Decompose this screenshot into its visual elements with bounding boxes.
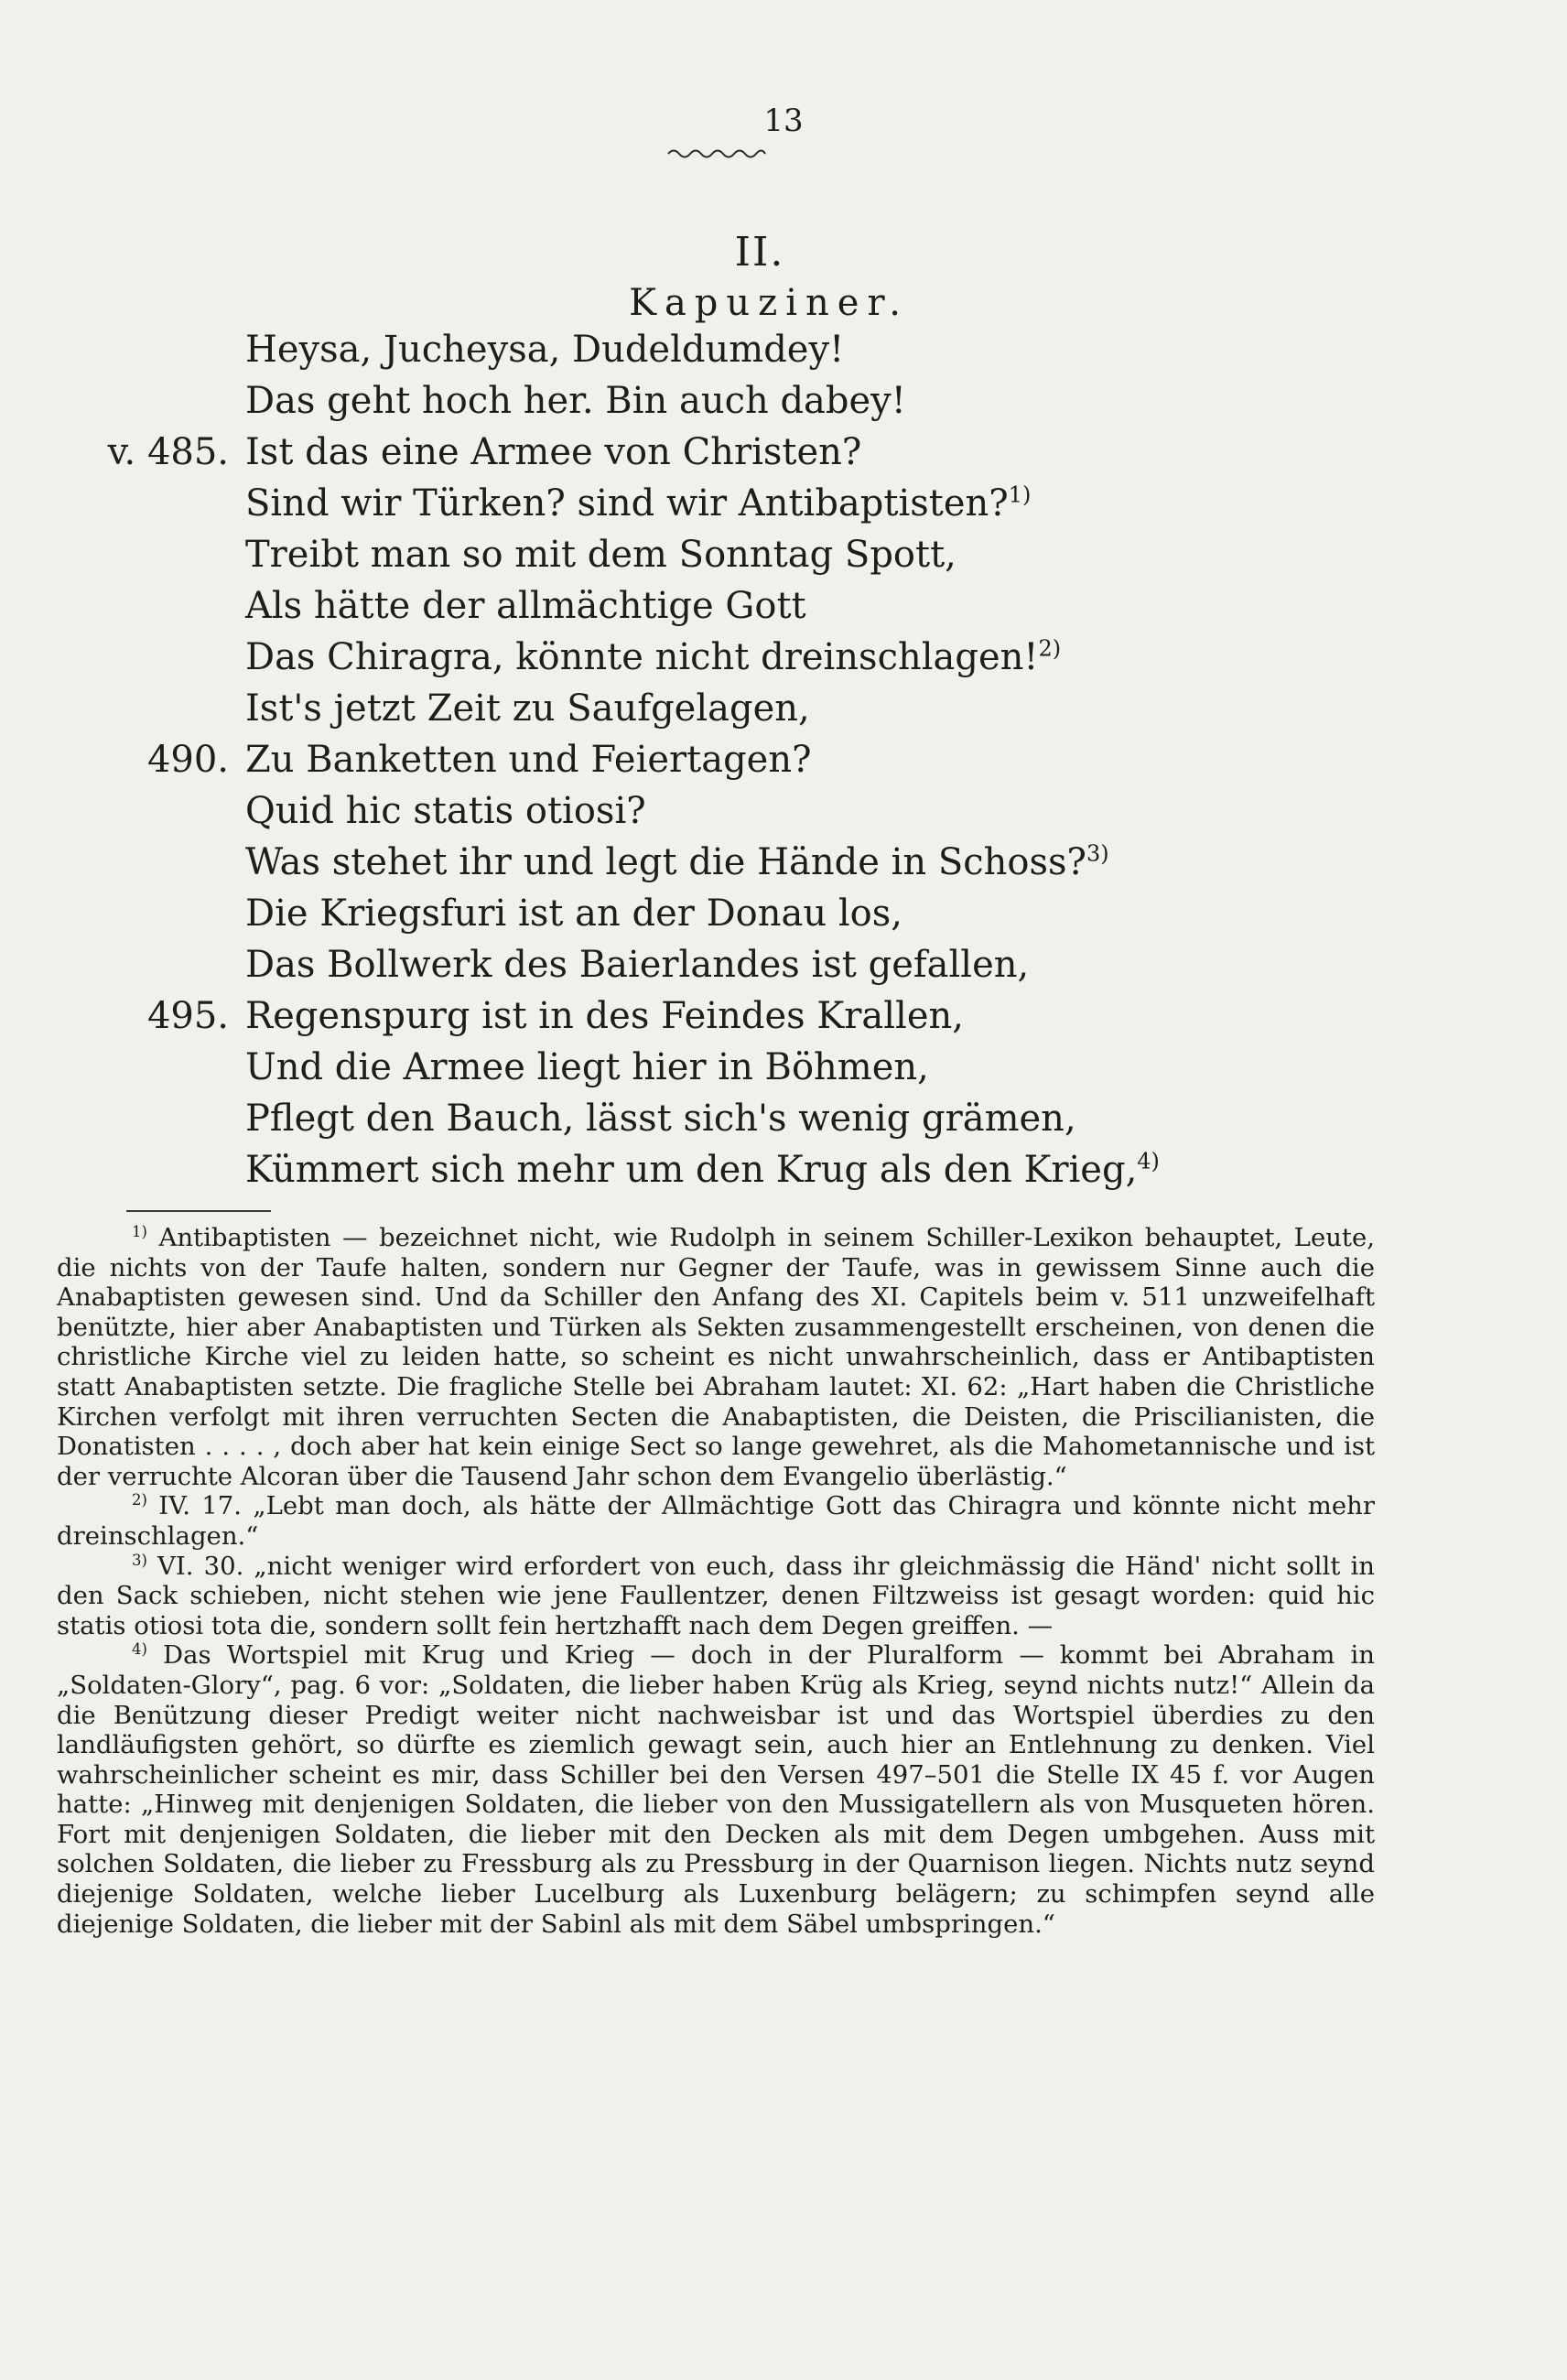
verse-text: Zu Banketten und Feiertagen?	[245, 739, 812, 781]
footnote-mark: 1)	[132, 1222, 147, 1240]
footnote-ref: 1)	[1008, 481, 1032, 508]
footnote-ref: 2)	[1038, 635, 1062, 662]
footnote-ref: 3)	[1086, 840, 1109, 867]
footnote-mark: 3)	[132, 1551, 147, 1569]
verse-text: Das Chiragra, könnte nicht dreinschlagen!	[245, 636, 1039, 678]
verse-text: Ist das eine Armee von Christen?	[245, 431, 862, 473]
footnote-text: VI. 30. „nicht weniger wird erfordert von euch, dass ihr gleichmässig die Händ' nicht sollt in den Sack schieben, nicht stehen wie jene Faullentzer, denen Filtzweiss ist gesagt worden: quid hic statis otiosi tota die, sondern sollt fein hertzhafft nach dem Degen greiffen. —	[57, 1551, 1375, 1640]
verse-text: Und die Armee liegt hier in Böhmen,	[245, 1046, 929, 1088]
verse-text: Als hätte der allmächtige Gott	[245, 585, 806, 627]
footnote-3	[57, 1552, 1375, 1641]
verse-text: Die Kriegsfuri ist an der Donau los,	[245, 892, 902, 935]
verse-text: Ist's jetzt Zeit zu Saufgelagen,	[245, 687, 810, 730]
page-number: 13	[763, 103, 804, 139]
verse-number: 490.	[146, 739, 229, 781]
verse-text: Das geht hoch her. Bin auch dabey!	[245, 380, 906, 422]
footnote-mark: 4)	[132, 1640, 147, 1659]
verse-text: Pflegt den Bauch, lässt sich's wenig grämen,	[245, 1098, 1076, 1140]
speaker-heading: Kapuziner.	[629, 282, 909, 324]
ornament-rule	[666, 145, 767, 163]
footnote-separator	[126, 1210, 271, 1212]
verse-text: Das Bollwerk des Baierlandes ist gefallen,	[245, 944, 1030, 986]
footnote-2	[57, 1491, 1375, 1551]
verse-text: Regenspurg ist in des Feindes Krallen,	[245, 995, 964, 1037]
verse-text: Heysa, Jucheysa, Dudeldumdey!	[245, 329, 845, 371]
footnote-text: IV. 17. „Lebt man doch, als hätte der Allmächtige Gott das Chiragra und könnte nicht mehr dreinschlagen.“	[57, 1491, 1375, 1551]
verse-text: Sind wir Türken? sind wir Antibaptisten?	[245, 482, 1009, 525]
verse-text: Was stehet ihr und legt die Hände in Schoss?	[245, 841, 1087, 883]
footnote-mark: 2)	[132, 1491, 147, 1509]
verse-text: Treibt man so mit dem Sonntag Spott,	[245, 534, 956, 576]
footnote-4	[57, 1640, 1375, 1939]
verse-text: Kümmert sich mehr um den Krug als den Krieg,	[245, 1149, 1138, 1191]
footnotes	[57, 1223, 1375, 1939]
chapter-numeral: II.	[734, 229, 785, 276]
footnote-text: Das Wortspiel mit Krug und Krieg — doch in der Pluralform — kommt bei Abraham in „Soldaten-Glory“, pag. 6 vor: „Soldaten, die lieber haben Krüg als Krieg, seynd nichts nutz!“ Allein da die Benützung dieser Predigt weiter nicht nachweisbar ist und das Wortspiel überdies zu den landläufigsten gehört, so dürfte es ziemlich gewagt sein, auch hier an Entlehnung zu denken. Viel wahrscheinlicher scheint es mir, dass Schiller bei den Versen 497–501 die Stelle IX 45 f. vor Augen hatte: „Hinweg mit denjenigen Soldaten, die lieber von den Mussigatellern als von Musqueten hören. Fort mit denjenigen Soldaten, die lieber mit den Decken als mit dem Degen umbgehen. Auss mit solchen Soldaten, die lieber zu Fressburg als zu Pressburg in der Quarnison liegen. Nichts nutz seynd diejenige Soldaten, welche lieber Lucelburg als Luxenburg belägern; zu schimpfen seynd alle diejenige Soldaten, die lieber mit der Sabinl als mit dem Säbel umbspringen.“	[57, 1640, 1375, 1939]
footnote-text: Antibaptisten — bezeichnet nicht, wie Rudolph in seinem Schiller-Lexikon behauptet, Leute, die nichts von der Taufe halten, sondern nur Gegner der Taufe, was in gewissem Sinne auch die Anabaptisten gewesen sind. Und da Schiller den Anfang des XI. Capitels beim v. 511 unzweifelhaft benützte, hier aber Anabaptisten und Türken als Sekten zusammengestellt erscheinen, von denen die christliche Kirche viel zu leiden hatte, so scheint es nicht unwahrscheinlich, dass er Antibaptisten statt Anabaptisten setzte. Die fragliche Stelle bei Abraham lautet: XI. 62: „Hart haben die Christliche Kirchen verfolgt mit ihren verruchten Secten die Anabaptisten, die Deisten, die Priscilianisten, die Donatisten . . . . , doch aber hat kein einige Sect so lange gewehret, als die Mahometannische und ist der verruchte Alcoran über die Tausend Jahr schon dem Evangelio überlästig.“	[57, 1223, 1375, 1491]
verse-text: Quid hic statis otiosi?	[245, 790, 646, 832]
footnote-1	[57, 1223, 1375, 1491]
verse-number: 495.	[146, 995, 229, 1037]
footnote-ref: 4)	[1137, 1148, 1160, 1174]
verse-number: v. 485.	[107, 431, 229, 473]
